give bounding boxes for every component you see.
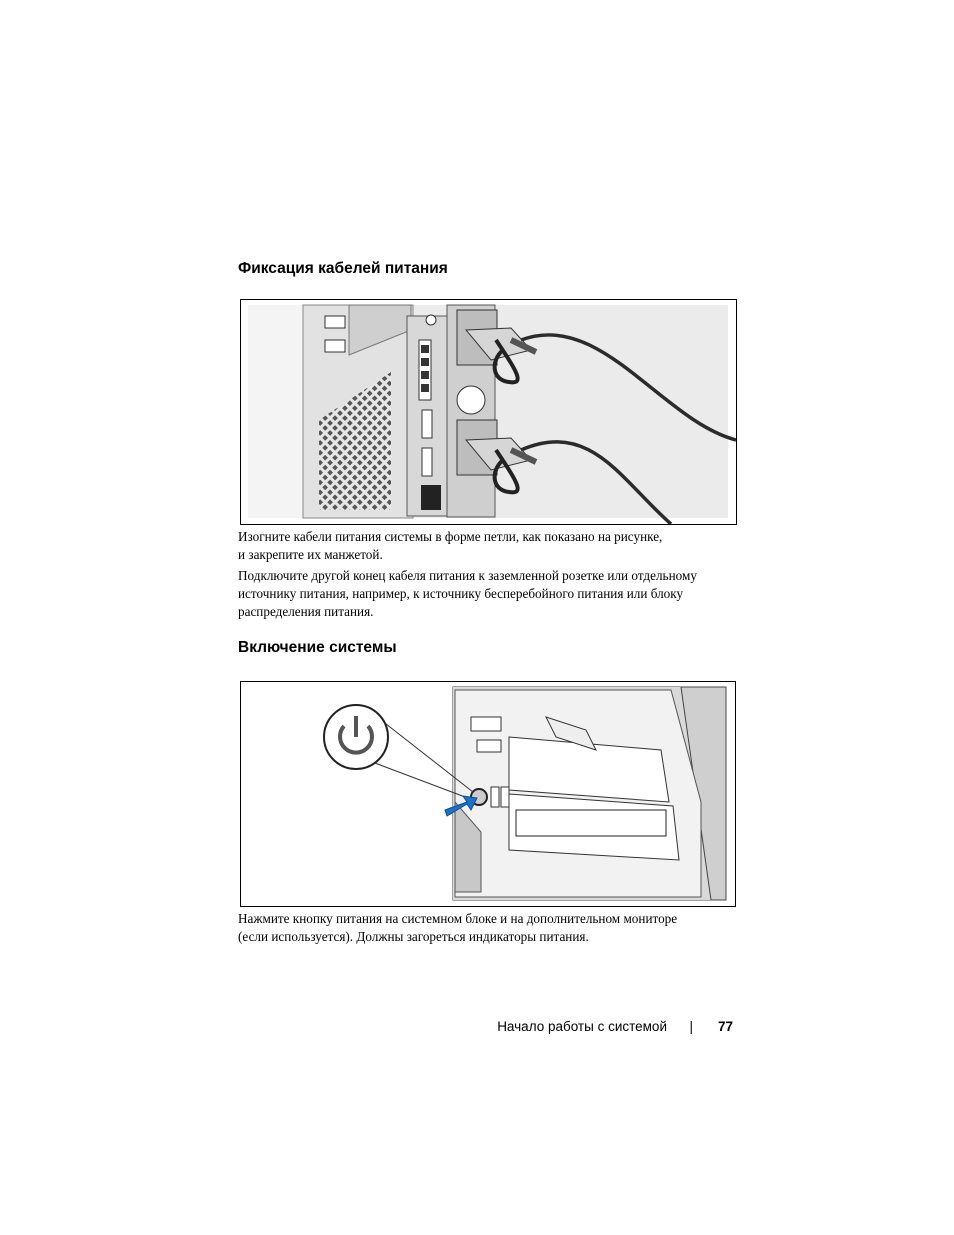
paragraph-connect-outlet [238,567,738,621]
page-footer [460,1019,735,1039]
footer-title: Начало работы с системой [497,1019,667,1034]
figure-power-on [240,681,736,907]
paragraph-line: Нажмите кнопку питания на системном блоке и на дополнительном мониторе [238,911,678,926]
page-number: 77 [717,1019,733,1034]
paragraph-line: распределения питания. [238,604,374,619]
paragraph-line: Изогните кабели питания системы в форме петли, как показано на рисунке, [238,529,663,544]
power-cables-illustration [241,300,736,524]
paragraph-press-power [238,910,738,946]
section-heading-power-on: Включение системы [238,639,397,656]
figure-power-cables [240,299,737,525]
paragraph-line: источнику питания, например, к источнику бесперебойного питания или блоку [238,586,684,601]
paragraph-bend-cables [238,528,738,564]
paragraph-line: и закрепите их манжетой. [238,547,383,562]
section-heading-power-cables: Фиксация кабелей питания [238,260,448,277]
power-on-illustration [241,682,735,906]
footer-separator: | [689,1019,693,1034]
paragraph-line: Подключите другой конец кабеля питания к заземленной розетке или отдельному [238,568,697,583]
paragraph-line: (если используется). Должны загореться индикаторы питания. [238,929,589,944]
